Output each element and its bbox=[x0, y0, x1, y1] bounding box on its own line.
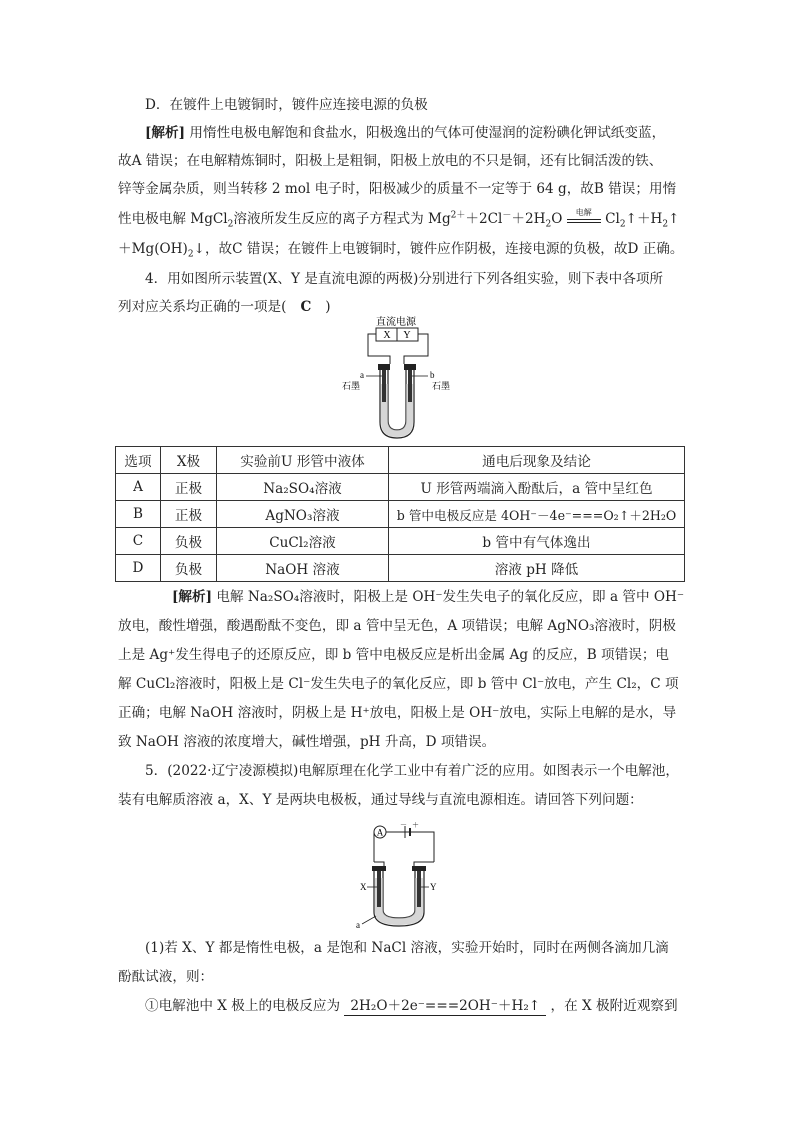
q3-analysis-line-4: 性电极电解 MgCl$_2$溶液所发生反应的离子方程式为 $Mg^{2+}+2Cl^-+2H_2O$ 电解 $Cl_2↑+H_2↑$ bbox=[118, 208, 680, 230]
power-label: 直流电源 bbox=[376, 317, 416, 328]
y-pole-label: Y bbox=[403, 330, 411, 341]
table-cell: CuCl₂溶液 bbox=[217, 528, 389, 555]
table-row bbox=[116, 528, 685, 555]
table-row bbox=[116, 474, 685, 501]
q5-sub1-question-1: ①电解池中 X 极上的电极反应为 2H₂O＋2e⁻===2OH⁻＋H₂↑ ，在 X 极附近观察到 bbox=[145, 998, 678, 1014]
table-cell: A bbox=[116, 474, 161, 501]
y-electrode-label: Y bbox=[430, 882, 437, 892]
q4-stem-line-2: 列对应关系均正确的一项是( C ) bbox=[118, 299, 331, 315]
q4-analysis-line-1: [解析] 电解 Na₂SO₄溶液时，阳极上是 OH⁻发生失电子的氧化反应，即 a 管中 OH⁻ bbox=[172, 589, 685, 605]
table-cell: B bbox=[116, 501, 161, 528]
table-cell: 正极 bbox=[161, 501, 217, 528]
q4-analysis-line-6: 致 NaOH 溶液的浓度增大，碱性增强，pH 升高，D 项错误。 bbox=[118, 734, 496, 750]
table-cell: b 管中有气体逸出 bbox=[389, 528, 685, 555]
options-table bbox=[115, 446, 685, 582]
table-cell: NaOH 溶液 bbox=[217, 555, 389, 582]
table-cell: U 形管两端滴入酚酞后，a 管中呈红色 bbox=[389, 474, 685, 501]
q3-analysis-line-3: 锌等金属杂质，则当转移 2 mol 电子时，阳极减少的质量不一定等于 64 g，故B 错误；用惰 bbox=[118, 181, 677, 197]
answer-blank: 2H₂O＋2e⁻===2OH⁻＋H₂↑ bbox=[344, 997, 546, 1016]
electrolysis-arrow: 电解 bbox=[567, 210, 601, 228]
x-pole-label: X bbox=[383, 330, 391, 341]
u-tube-figure-1 bbox=[340, 314, 458, 442]
q3-analysis-line-5: $+Mg(OH)_2↓$，故C 错误；在镀件上电镀铜时，镀件应作阴极，连接电源的负极，故D 正确。 bbox=[118, 241, 684, 260]
q4-analysis-line-5: 正确；电解 NaOH 溶液时，阴极上是 H⁺放电，阳极上是 OH⁻放电，实际上电解的是水，导 bbox=[118, 705, 677, 721]
q3-analysis-line-1: [解析] 用惰性电极电解饱和食盐水，阳极逸出的气体可使湿润的淀粉碘化钾试纸变蓝， bbox=[145, 125, 666, 141]
table-header: 选项 bbox=[116, 447, 161, 474]
table-cell: 负极 bbox=[161, 555, 217, 582]
option-d: D．在镀件上电镀铜时，镀件应连接电源的负极 bbox=[145, 97, 428, 113]
table-cell: 负极 bbox=[161, 528, 217, 555]
table-cell: 正极 bbox=[161, 474, 217, 501]
table-cell: AgNO₃溶液 bbox=[217, 501, 389, 528]
table-header: X极 bbox=[161, 447, 217, 474]
q4-analysis-line-3: 上是 Ag⁺发生得电子的还原反应，即 b 管中电极反应是析出金属 Ag 的反应，B 项错误；电 bbox=[118, 647, 670, 663]
table-header: 通电后现象及结论 bbox=[389, 447, 685, 474]
electrode-b-label: b bbox=[430, 370, 435, 380]
table-cell: D bbox=[116, 555, 161, 582]
table-row bbox=[116, 501, 685, 528]
q3-analysis-line-2: 故A 错误；在电解精炼铜时，阳极上是粗铜，阳极上放电的不只是铜，还有比铜活泼的铁、 bbox=[118, 153, 663, 169]
minus-label: － bbox=[400, 822, 407, 829]
q4-stem-line-1: 4．用如图所示装置(X、Y 是直流电源的两极)分别进行下列各组实验，则下表中各项所 bbox=[145, 271, 664, 287]
table-header-row bbox=[116, 447, 685, 474]
u-tube-figure-2 bbox=[350, 822, 450, 932]
answer-choice: C bbox=[300, 299, 312, 315]
table-row bbox=[116, 555, 685, 582]
graphite-right-label: 石墨 bbox=[432, 381, 451, 391]
plus-label: ＋ bbox=[412, 822, 419, 829]
solution-a-label: a bbox=[356, 920, 360, 930]
x-electrode-label: X bbox=[360, 882, 367, 892]
analysis-label: [解析] bbox=[145, 125, 186, 141]
graphite-left-label: 石墨 bbox=[342, 381, 361, 391]
table-cell: 溶液 pH 降低 bbox=[389, 555, 685, 582]
q5-stem-line-2: 装有电解质溶液 a，X、Y 是两块电极板，通过导线与直流电源相连。请回答下列问题： bbox=[118, 792, 643, 808]
q4-analysis-line-4: 解 CuCl₂溶液时，阳极上是 Cl⁻发生失电子的氧化反应，即 b 管中 Cl⁻放电，产生 Cl₂，C 项 bbox=[118, 676, 679, 692]
electrode-a-label: a bbox=[360, 370, 364, 380]
svg-text:A: A bbox=[376, 827, 384, 838]
q5-sub1-line-2: 酚酞试液，则： bbox=[118, 969, 214, 985]
q5-sub1-line-1: (1)若 X、Y 都是惰性电极，a 是饱和 NaCl 溶液，实验开始时，同时在两侧各滴加几滴 bbox=[145, 940, 669, 956]
q4-analysis-line-2: 放电，酸性增强，酸遇酚酞不变色，即 a 管中呈无色，A 项错误；电解 AgNO₃溶液时，阴极 bbox=[118, 618, 676, 634]
analysis-label: [解析] bbox=[172, 589, 213, 605]
table-header: 实验前U 形管中液体 bbox=[217, 447, 389, 474]
table-cell: b 管中电极反应是 4OH⁻－4e⁻===O₂↑＋2H₂O bbox=[389, 501, 685, 528]
table-cell: C bbox=[116, 528, 161, 555]
q5-stem-line-1: 5．(2022·辽宁凌源模拟)电解原理在化学工业中有着广泛的应用。如图表示一个电解池， bbox=[145, 763, 679, 779]
table-cell: Na₂SO₄溶液 bbox=[217, 474, 389, 501]
